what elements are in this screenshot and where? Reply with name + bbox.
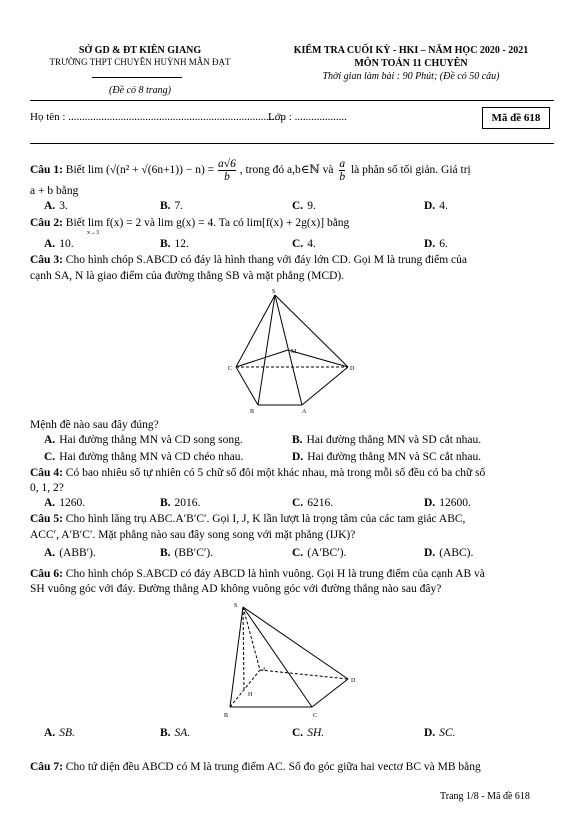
q6-text-line1: Cho hình chóp S.ABCD có đáy ABCD là hình vuông. Gọi H là trung điểm của cạnh AB và (65, 568, 485, 580)
q3-option-b: B. Hai đường thẳng MN và SD cắt nhau. (292, 434, 482, 446)
label-s: S (272, 289, 276, 295)
q5-text-line1: Cho hình lăng trụ ABC.A′B′C′. Gọi I, J, K lần lượt là trọng tâm của các tam giác ABC, (65, 513, 466, 525)
label-a: A (262, 667, 267, 673)
department-name: SỞ GD & ĐT KIÊN GIANG (78, 45, 202, 56)
label-b: B (250, 409, 255, 415)
q3-row (30, 254, 467, 266)
q1-text-line2: a + b bằng (30, 185, 79, 197)
q1-text-before: Biết lim (65, 164, 104, 177)
pages-note: (Đề có 8 trang) (109, 85, 171, 96)
q1-text-after: là phân số tối giản. Giá trị (350, 164, 471, 177)
q1-fraction-2: $\frac{a}{b}$ (339, 158, 346, 183)
label-m: M (291, 349, 297, 355)
q4-text-line2: 0, 1, 2? (30, 482, 64, 494)
q4-text-line1: Có bao nhiêu số tự nhiên có 5 chữ số đôi một khác nhau, mà trong mỗi số đều có ba chữ số (65, 467, 486, 479)
q3-question: Mệnh đề nào sau đây đúng? (30, 419, 159, 431)
header-divider (92, 77, 182, 78)
q3-text-line1: Cho hình chóp S.ABCD có đáy là hình thang với đáy lớn CD. Gọi M là trung điểm của (65, 254, 467, 266)
label-b: B (224, 713, 229, 719)
q6-text-line2: SH vuông góc với đáy. Đường thẳng AD không vuông góc với đường thẳng nào sau đây? (30, 583, 442, 595)
q6-option-d: D. SC. (424, 727, 456, 739)
q4-row (30, 467, 485, 479)
q1-fraction: $\frac{a√6}{b}$ (218, 158, 236, 183)
q2-option-b: B. 12. (160, 238, 189, 250)
q1-option-b: B. 7. (160, 200, 184, 212)
q2-option-a: A. 10. (44, 238, 74, 250)
q7-text: Cho tứ diện đều ABCD có M là trung điểm AC. Số đo góc giữa hai vectơ BC và MB bằng (65, 761, 481, 773)
label-c: C (313, 713, 318, 719)
q2-text: Biết lim f(x) = 2 và lim g(x) = 4. Ta có lim[f(x) + 2g(x)] bằng (65, 217, 350, 229)
q7-row (30, 761, 481, 773)
q1-option-a: A. 3. (44, 200, 68, 212)
q5-text-line2: ACC′, A′B′C′. Mặt phẳng nào sau đây song song với mặt phẳng (IJK)? (30, 529, 356, 541)
student-name-field: Họ tên : ............................................................................... (30, 111, 286, 123)
q6-option-b: B. SA. (160, 727, 191, 739)
page-footer: Trang 1/8 - Mã đề 618 (440, 791, 530, 802)
q2-label: Câu 2: (30, 217, 63, 229)
q2-row (30, 217, 349, 229)
q1-row (30, 158, 471, 183)
q6-option-c: C. SH. (292, 727, 325, 739)
q6-pyramid-figure (220, 597, 360, 723)
subject-title: MÔN TOÁN 11 CHUYÊN (354, 58, 468, 69)
q6-row (30, 568, 485, 580)
q5-label: Câu 5: (30, 513, 63, 525)
top-rule (30, 100, 554, 101)
q6-label: Câu 6: (30, 568, 63, 580)
q1-label: Câu 1: (30, 164, 63, 177)
q5-option-c: C. (A′BC′). (292, 547, 347, 559)
label-d: D (351, 678, 356, 684)
label-s: S (234, 603, 238, 609)
q3-option-a: A. Hai đường thẳng MN và CD song song. (44, 434, 243, 446)
q2-option-c: C. 4. (292, 238, 316, 250)
label-d: D (350, 366, 355, 372)
school-name: TRƯỜNG THPT CHUYÊN HUỲNH MẪN ĐẠT (49, 57, 231, 67)
q1-text-mid: , trong đó a,b∈ℕ và (239, 164, 334, 177)
q5-option-b: B. (BB′C′). (160, 547, 214, 559)
q7-label: Câu 7: (30, 761, 63, 773)
label-a: A (302, 409, 307, 415)
q2-lim-sub: x→3 (87, 230, 99, 236)
q3-option-d: D. Hai đường thẳng MN và SC cắt nhau. (292, 451, 482, 463)
q3-pyramid-figure (220, 285, 360, 417)
q3-text-line2: cạnh SA, N là giao điểm của đường thẳng SB và mặt phẳng (MCD). (30, 270, 345, 282)
exam-code-box: Mã đề 618 (482, 107, 550, 129)
q1-option-c: C. 9. (292, 200, 316, 212)
q5-option-a: A. (ABB′). (44, 547, 96, 559)
exam-title: KIỂM TRA CUỐI KỲ - HKI – NĂM HỌC 2020 - 2021 (293, 45, 529, 56)
q3-label: Câu 3: (30, 254, 63, 266)
info-rule (30, 143, 554, 144)
q2-option-d: D. 6. (424, 238, 448, 250)
q6-option-a: A. SB. (44, 727, 75, 739)
q4-option-a: A. 1260. (44, 497, 86, 509)
q3-option-c: C. Hai đường thẳng MN và CD chéo nhau. (44, 451, 244, 463)
q4-option-c: C. 6216. (292, 497, 334, 509)
label-h: H (248, 692, 253, 698)
q1-option-d: D. 4. (424, 200, 448, 212)
q4-option-b: B. 2016. (160, 497, 201, 509)
q4-label: Câu 4: (30, 467, 63, 479)
q5-option-d: D. (ABC). (424, 547, 474, 559)
q4-option-d: D. 12600. (424, 497, 471, 509)
label-c: C (228, 366, 233, 372)
time-note: Thời gian làm bài : 90 Phút; (Đề có 50 câu) (322, 71, 500, 82)
q1-formula: (√(n² + √(6n+1)) − n) = (106, 164, 215, 177)
q5-row (30, 513, 465, 525)
class-field: Lớp : ................... (268, 111, 347, 123)
